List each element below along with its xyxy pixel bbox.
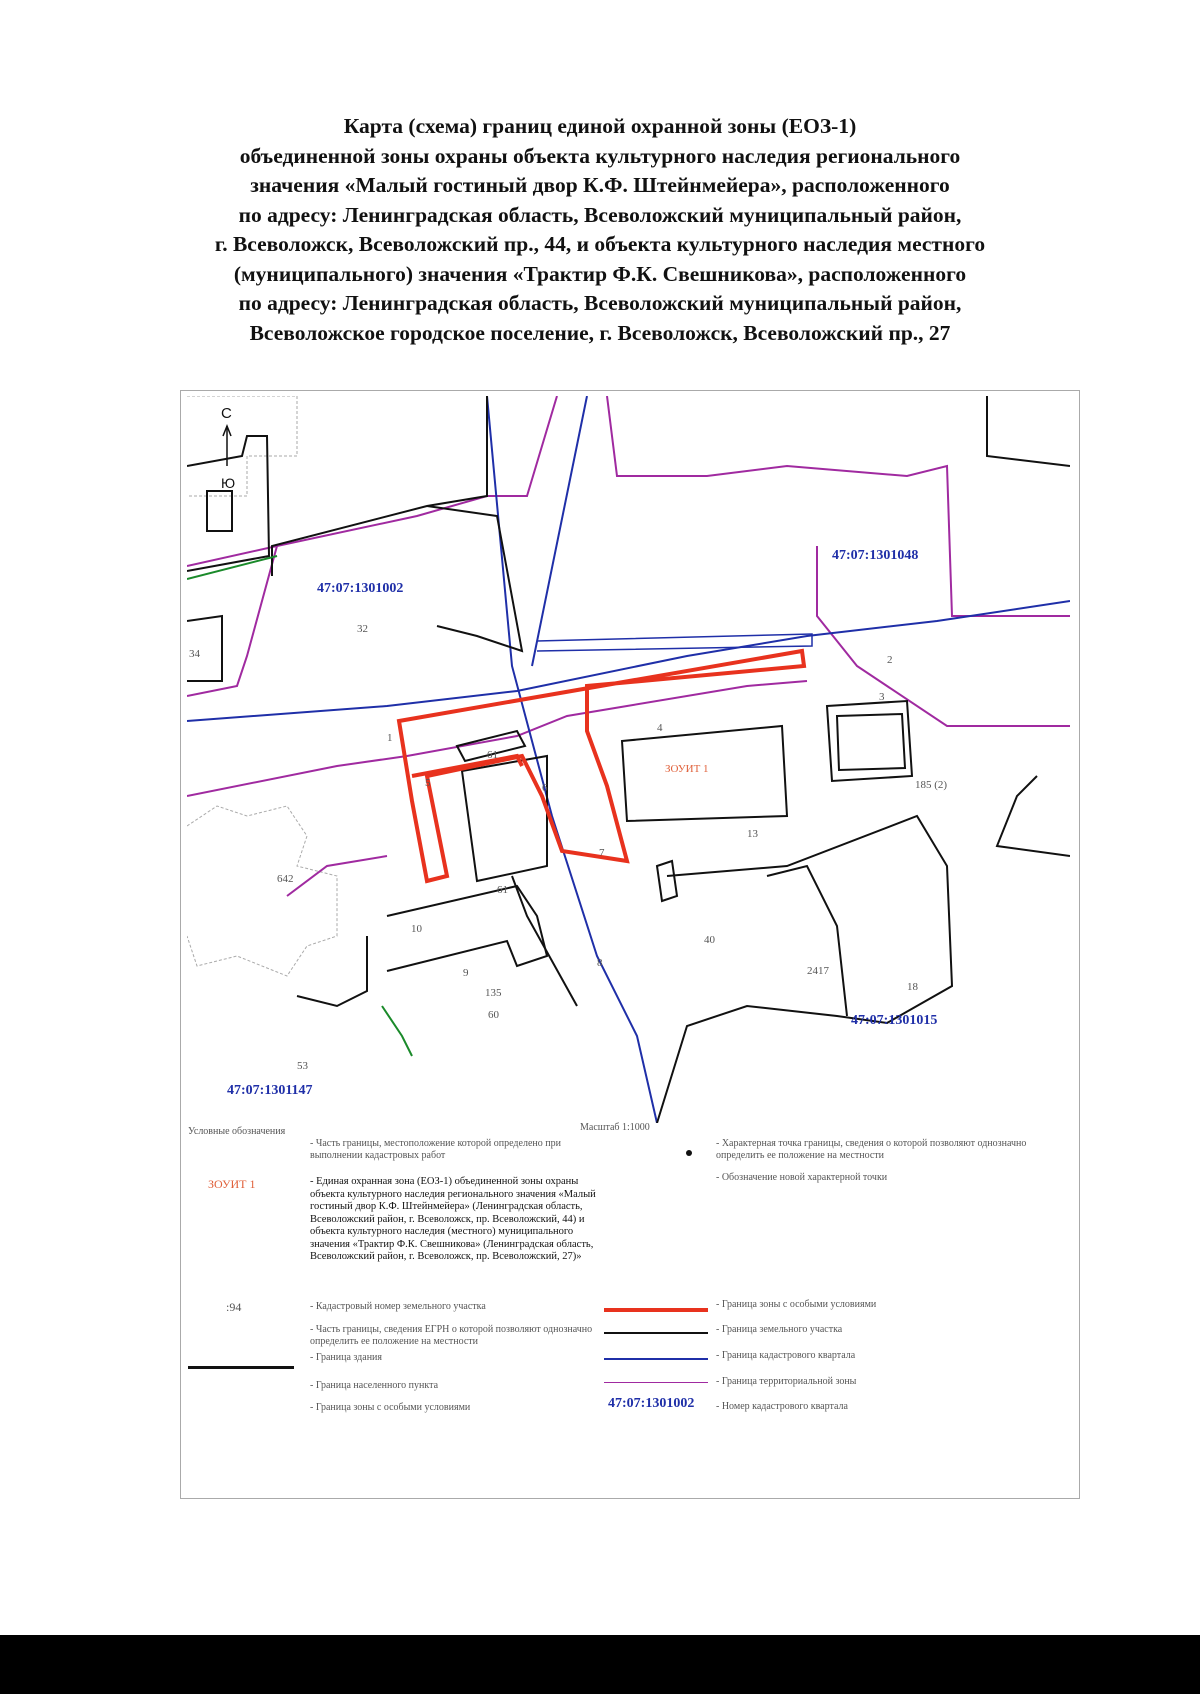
south-label: Ю [221,475,236,491]
title-line: объединенной зоны охраны объекта культурного наследия регионального [239,143,961,168]
quarter-label: 47:07:1301048 [832,548,919,563]
parcel-label: 642 [277,873,294,885]
legend-r-territorial-zone-text: - Граница территориальной зоны [716,1376,857,1387]
legend-r-special-zone-text: - Граница зоны с особыми условиями [716,1299,877,1310]
parcel-label: 13 [747,828,758,840]
point-label: 7 [599,847,605,859]
scan-bottom-bar [0,1635,1200,1694]
parcel-label: 135 [485,987,502,999]
point-label: 8 [597,957,603,969]
map-legend [188,1126,1068,1491]
title-line: по адресу: Ленинградская область, Всеволожский муниципальный район, [238,291,962,315]
parcel-label: 53 [297,1060,308,1072]
legend-r-land-parcel-text: - Граница земельного участка [716,1324,843,1335]
legend-heading: Условные обозначения [188,1126,286,1137]
parcel-label: 10 [411,923,422,935]
legend-settlement-boundary-text: - Граница населенного пункта [310,1380,439,1391]
legend-r-cadastral-quarter-text: - Граница кадастрового квартала [716,1350,856,1361]
parcel-label: 61 [497,884,508,896]
legend-part-boundary-text: - Часть границы, местоположение которой определено при выполнении кадастровых работ [310,1138,561,1161]
title-line: значения «Малый гостиный двор К.Ф. Штейнмейера», расположенного [250,173,950,197]
legend-zone-code: ЗОУИТ 1 [208,1177,256,1191]
legend-parcel-number-text: - Кадастровый номер земельного участка [310,1301,486,1312]
point-label: 9 [463,967,469,979]
parcel-label: 40 [704,934,715,946]
map-title [40,112,1160,348]
title-line: по адресу: Ленинградская область, Всеволожский муниципальный район, [238,202,962,227]
legend-new-point-text: - Обозначение новой характерной точки [716,1172,888,1183]
parcel-label: 32 [357,623,368,635]
point-label: 4 [657,722,663,734]
map-scale: Масштаб 1:1000 [580,1122,650,1133]
territorial-zone-swatch [604,1382,708,1383]
point-label: 5 [425,777,431,789]
quarter-label: 47:07:1301002 [317,581,404,596]
parcel-label: 18 [907,981,918,993]
parcel-label: 60 [488,1009,499,1021]
char-point-symbol [686,1150,692,1156]
title-line: Всеволожское городское поселение, г. Всеволожск, Всеволожский пр., 27 [249,320,951,345]
legend-special-zone-text: - Граница зоны с особыми условиями [310,1402,471,1413]
point-label: 2 [887,654,893,666]
title-line: г. Всеволожск, Всеволожский пр., 44, и объекта культурного наследия местного [214,232,986,256]
cadastral-map [187,396,1070,1123]
legend-building-boundary-text: - Граница здания [310,1352,383,1363]
parcel-label: 61 [487,749,498,761]
legend-parcel-number-sample: :94 [226,1300,242,1314]
title-line: (муниципального) значения «Трактир Ф.К. Свешникова», расположенного [233,261,967,286]
title-line: Карта (схема) границ единой охранной зоны (ЕОЗ-1) [343,114,857,138]
north-label: С [221,405,232,422]
building-boundary-swatch [188,1366,294,1369]
land-parcel-swatch [604,1332,708,1334]
special-zone-swatch [604,1308,708,1312]
legend-quarter-sample: 47:07:1301002 [608,1396,695,1411]
legend-zone-description: - Единая охранная зона (ЕОЗ-1) объединенной зоны охраны объекта культурного наследия регионального значения «Малый гостиный двор К.Ф. Штейнмейера» (Ленинградская область, Всеволожский район, г. Всеволожск, пр. Всеволожский, 44) и объекта культурного наследия (местного) муниципального значения «Трактир Ф.К. Свешникова» (Ленинградская область, Всеволожский район, г. Всеволожск, пр. Всеволожский, 27)» [310,1176,596,1262]
legend-char-point-text: - Характерная точка границы, сведения о которой позволяют однозначно определить ее положение на местности [716,1138,1027,1161]
parcel-label: 34 [189,648,200,660]
quarter-label: 47:07:1301015 [851,1013,938,1028]
parcel-label: 185 (2) [915,779,948,791]
quarter-label: 47:07:1301147 [227,1083,313,1098]
point-label: 3 [879,691,885,703]
zone-label: ЗОУИТ 1 [665,763,709,775]
legend-part-egrn-text: - Часть границы, сведения ЕГРН о которой позволяют однозначно определить ее положение на местности [310,1324,593,1347]
point-label: 6 [542,782,548,794]
cadastral-quarter-swatch [604,1358,708,1360]
legend-r-quarter-number-text: - Номер кадастрового квартала [716,1401,848,1412]
point-label: 1 [387,732,393,744]
parcel-label: 2417 [807,965,829,977]
